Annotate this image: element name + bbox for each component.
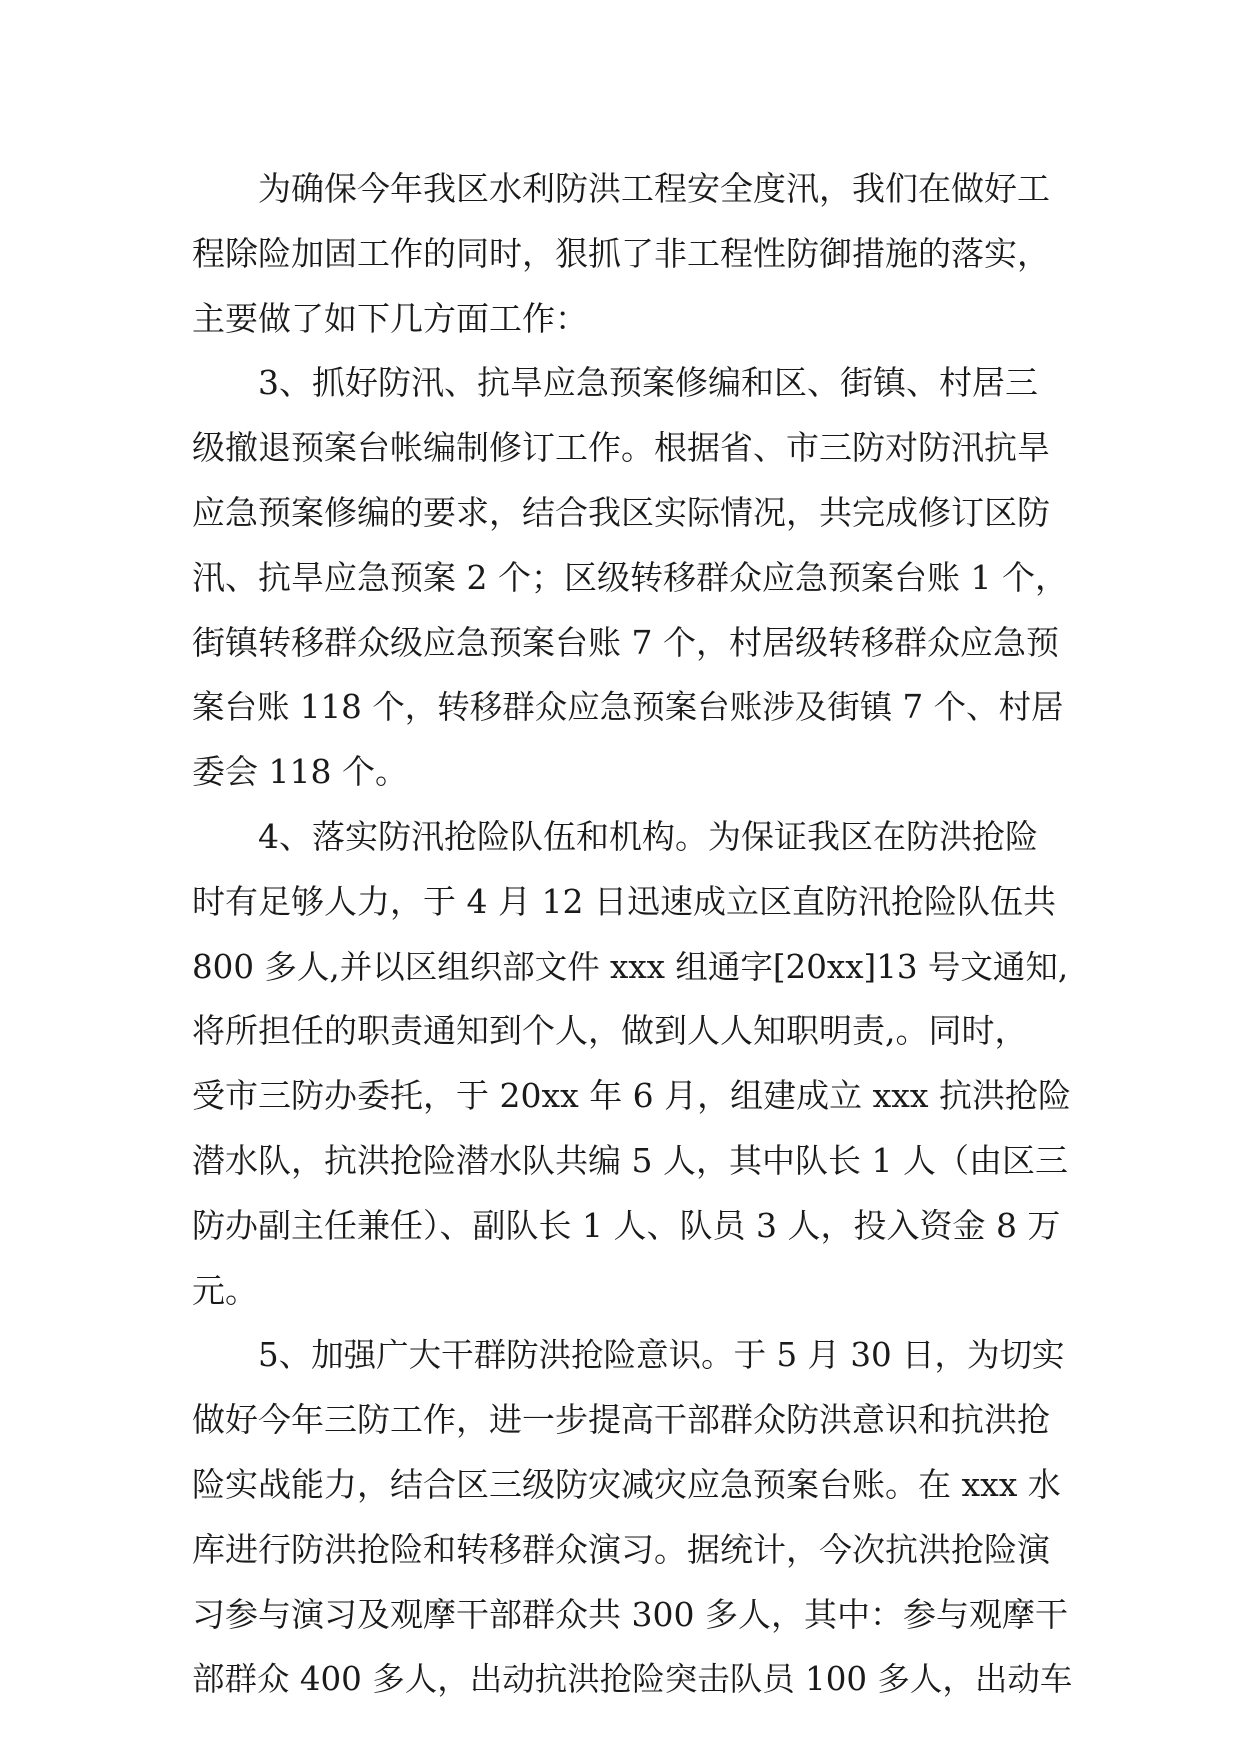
document-body: [192, 157, 1072, 1712]
text-line: 3、抓好防汛、抗旱应急预案修编和区、街镇、村居三: [258, 363, 1038, 403]
text-line: 级撤退预案台帐编制修订工作。根据省、市三防对防汛抗旱: [192, 428, 1050, 468]
text-line: 部群众 400 多人，出动抗洪抢险突击队员 100 多人，出动车: [192, 1660, 1073, 1699]
text-line: 将所担任的职责通知到个人，做到人人知职明责,。同时，: [192, 1011, 1028, 1051]
paragraph-item-5: [192, 1323, 1072, 1712]
text-line: 险实战能力，结合区三级防灾减灾应急预案台账。在 xxx 水: [192, 1464, 1061, 1504]
text-line: 防办副主任兼任）、副队长 1 人、队员 3 人，投入资金 8 万: [192, 1205, 1061, 1245]
text-line: 4、落实防汛抢险队伍和机构。为保证我区在防洪抢险: [258, 816, 1038, 856]
text-line: 委会 118 个。: [192, 752, 408, 792]
text-line: 库进行防洪抢险和转移群众演习。据统计，今次抗洪抢险演: [192, 1529, 1050, 1569]
text-line: 做好今年三防工作，进一步提高干部群众防洪意识和抗洪抢: [192, 1400, 1050, 1440]
text-line: 潜水队，抗洪抢险潜水队共编 5 人，其中队长 1 人（由区三: [192, 1140, 1068, 1180]
paragraph-intro: [192, 157, 1072, 351]
text-line: 主要做了如下几方面工作：: [192, 298, 588, 338]
text-line: 800 多人,并以区组织部文件 xxx 组通字[20xx]13 号文通知,: [192, 947, 1069, 986]
paragraph-item-4: [192, 805, 1072, 1323]
text-line: 5、加强广大干群防洪抢险意识。于 5 月 30 日，为切实: [258, 1336, 1065, 1375]
paragraph-item-3: [192, 351, 1072, 805]
text-line: 案台账 118 个，转移群众应急预案台账涉及街镇 7 个、村居: [192, 688, 1064, 727]
text-line: 习参与演习及观摩干部群众共 300 多人，其中：参与观摩干: [192, 1594, 1068, 1634]
text-line: 元。: [192, 1270, 258, 1310]
text-line: 街镇转移群众级应急预案台账 7 个，村居级转移群众应急预: [192, 622, 1059, 662]
text-line: 汛、抗旱应急预案 2 个；区级转移群众应急预案台账 1 个，: [192, 557, 1068, 597]
text-line: 受市三防办委托，于 20xx 年 6 月，组建成立 xxx 抗洪抢险: [192, 1076, 1071, 1116]
text-line: 应急预案修编的要求，结合我区实际情况，共完成修订区防: [192, 492, 1050, 532]
text-line: 时有足够人力，于 4 月 12 日迅速成立区直防汛抢险队伍共: [192, 881, 1056, 921]
text-line: 程除险加固工作的同时，狠抓了非工程性防御措施的落实，: [192, 233, 1050, 273]
text-line: 为确保今年我区水利防洪工程安全度汛，我们在做好工: [258, 169, 1050, 208]
